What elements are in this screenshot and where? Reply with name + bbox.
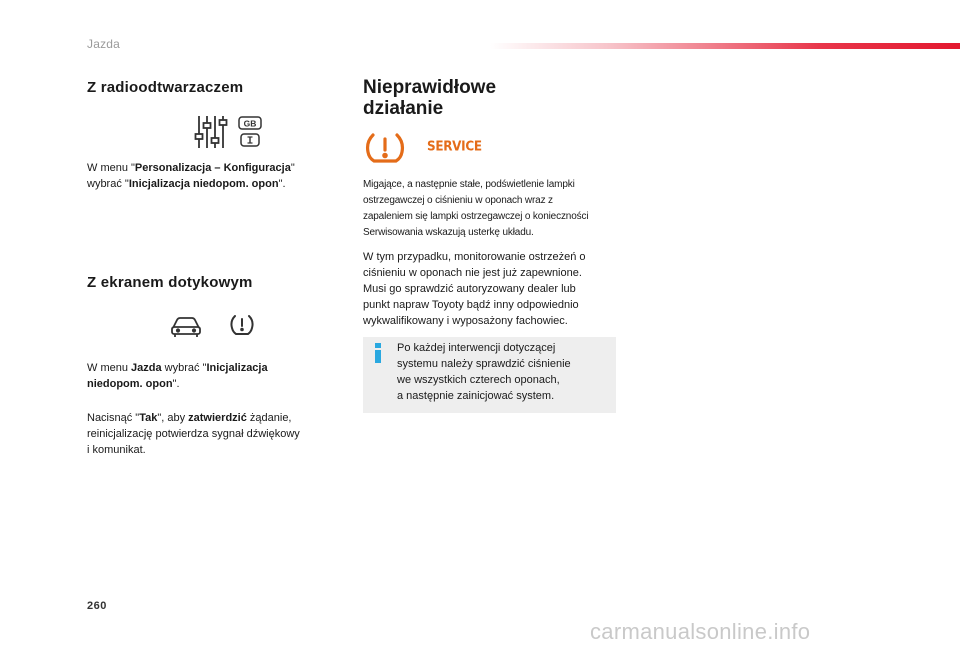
touchscreen-instruction: W menu Jazda wybrać "Inicjalizacja niedopom. opon". — [87, 362, 268, 390]
radio-section-title: Z radioodtwarzaczem — [87, 79, 244, 96]
confirm-instruction: Nacisnąć "Tak", aby zatwierdzić żądanie, reinicjalizację potwierdza sygnał dźwiękowy i komunikat. — [87, 412, 300, 456]
malfunction-title: Nieprawidłowe działanie — [363, 77, 497, 119]
warning-line: ostrzegawczej o ciśnieniu w oponach wraz z — [363, 195, 553, 206]
header-accent-bar — [490, 43, 960, 49]
gb-badge-icon — [239, 117, 261, 146]
case-description: W tym przypadku, monitorowanie ostrzeżeń o ciśnieniu w oponach nie jest już zapewnione. Musi go sprawdzić autoryzowany dealer lub punkt napraw Toyoty bądź inny odpowiednio wykwalifikowany i wyposażony fachowiec. — [363, 251, 586, 327]
gb-badge-label: GB — [243, 118, 257, 129]
car-icon — [170, 316, 202, 338]
touchscreen-section-title: Z ekranem dotykowym — [87, 274, 253, 291]
radio-instruction: W menu "Personalizacja – Konfiguracja" wybrać "Inicjalizacja niedopom. opon". — [87, 162, 295, 190]
service-warning-label: SERVICE — [427, 138, 482, 154]
page-number: 260 — [87, 600, 107, 612]
watermark: carmanualsonline.info — [590, 619, 811, 644]
warning-line: zapaleniem się lampki ostrzegawczej o konieczności — [363, 211, 589, 222]
info-icon — [372, 343, 384, 363]
settings-sliders-icon — [194, 114, 264, 150]
warning-line: Migające, a następnie stałe, podświetlenie lampki — [363, 179, 575, 190]
tire-pressure-icon — [229, 313, 255, 337]
tire-pressure-warning-icon — [364, 131, 406, 165]
section-label: Jazda — [87, 37, 121, 51]
warning-description — [363, 177, 588, 241]
warning-line: Serwisowania wskazują usterkę układu. — [363, 227, 534, 238]
info-text: Po każdej interwencji dotyczącej systemu należy sprawdzić ciśnienie we wszystkich czterech oponach, a następnie zainicjować system. — [397, 342, 571, 402]
